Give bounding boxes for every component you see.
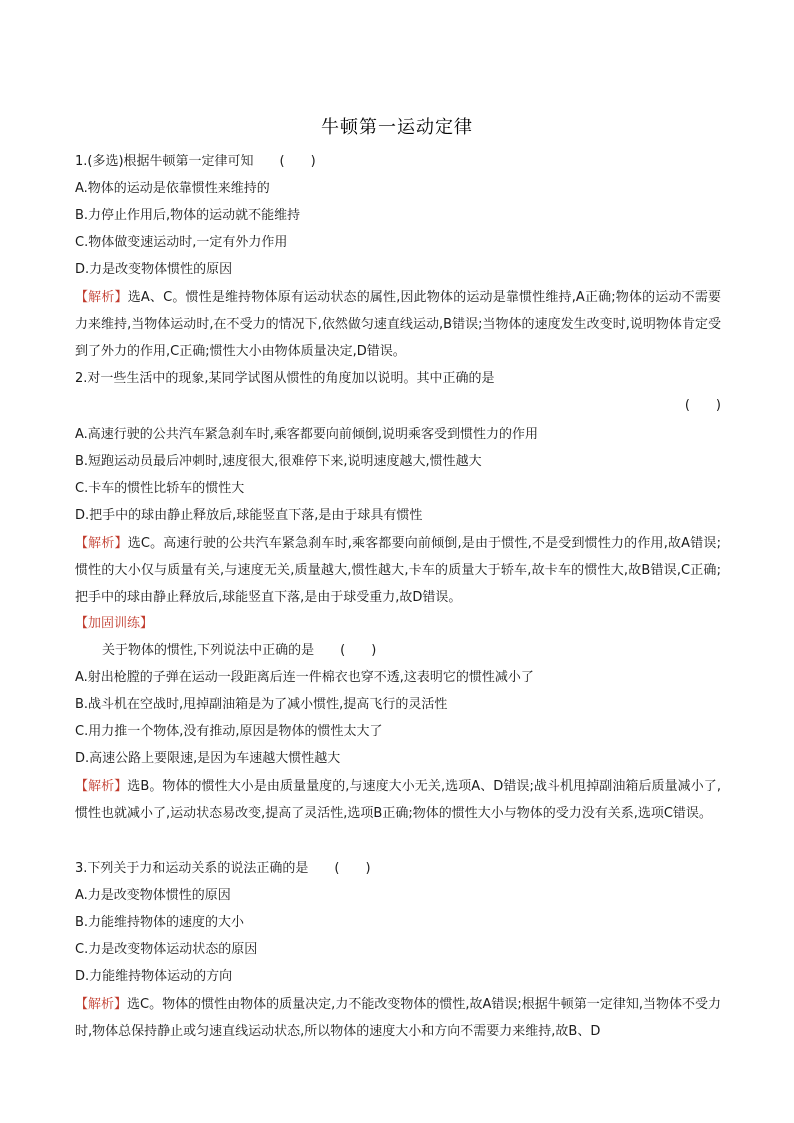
q2-stem: 2.对一些生活中的现象,某同学试图从惯性的角度加以说明。其中正确的是 <box>75 371 495 386</box>
analysis-tag: 【解析】 <box>75 779 128 794</box>
q1-analysis-text: 选A、C。惯性是维持物体原有运动状态的属性,因此物体的运动是靠惯性维持,A正确;物体的运动不需要力来维持,当物体运动时,在不受力的情况下,依然做匀速直线运动,B错误;当物体的速度发生改变时,说明物体肯定受到了外力的作用,C正确;惯性大小由物体质量决定,D错误。 <box>75 290 721 359</box>
reinforce-tag: 【加固训练】 <box>75 616 154 631</box>
q3-option-b: B.力能维持物体的速度的大小 <box>75 915 245 930</box>
q3-option-c: C.力是改变物体运动状态的原因 <box>75 942 258 957</box>
q2-option-d: D.把手中的球由静止释放后,球能竖直下落,是由于球具有惯性 <box>75 508 423 523</box>
q1-stem: 1.(多选)根据牛顿第一定律可知 ( ) <box>75 154 316 169</box>
q3-analysis-text: 选C。物体的惯性由物体的质量决定,力不能改变物体的惯性,故A错误;根据牛顿第一定律知,当物体不受力时,物体总保持静止或匀速直线运动状态,所以物体的速度大小和方向不需要力来维持,故B、D <box>75 997 721 1039</box>
q1-analysis <box>75 284 721 365</box>
reinforce-analysis-text: 选B。物体的惯性大小是由质量量度的,与速度大小无关,选项A、D错误;战斗机甩掉副油箱后质量减小了,惯性也就减小了,运动状态易改变,提高了灵活性,选项B正确;物体的惯性大小与物体的受力没有关系,选项C错误。 <box>75 779 721 821</box>
q3-option-d: D.力能维持物体运动的方向 <box>75 969 233 984</box>
analysis-tag: 【解析】 <box>75 536 128 551</box>
q2-answer-paren: ( ) <box>684 398 721 413</box>
q3-option-a: A.力是改变物体惯性的原因 <box>75 888 231 903</box>
page-title: 牛顿第一运动定律 <box>321 117 473 138</box>
reinforce-option-d: D.高速公路上要限速,是因为车速越大惯性越大 <box>75 751 341 766</box>
q1-option-a: A.物体的运动是依靠惯性来维持的 <box>75 181 270 196</box>
reinforce-option-a: A.射出枪膛的子弹在运动一段距离后连一件棉衣也穿不透,这表明它的惯性减小了 <box>75 670 534 685</box>
q3-analysis <box>75 991 721 1045</box>
q1-option-d: D.力是改变物体惯性的原因 <box>75 262 233 277</box>
q2-analysis <box>75 530 721 611</box>
q3-stem: 3.下列关于力和运动关系的说法正确的是 ( ) <box>75 861 371 876</box>
reinforce-stem: 关于物体的惯性,下列说法中正确的是 ( ) <box>102 643 377 658</box>
analysis-tag: 【解析】 <box>75 997 128 1012</box>
q1-option-c: C.物体做变速运动时,一定有外力作用 <box>75 235 288 250</box>
q2-option-a: A.高速行驶的公共汽车紧急刹车时,乘客都要向前倾倒,说明乘客受到惯性力的作用 <box>75 427 539 442</box>
q2-option-c: C.卡车的惯性比轿车的惯性大 <box>75 481 245 496</box>
analysis-tag: 【解析】 <box>75 290 128 305</box>
q2-option-b: B.短跑运动员最后冲刺时,速度很大,很难停下来,说明速度越大,惯性越大 <box>75 454 482 469</box>
reinforce-analysis <box>75 773 721 827</box>
reinforce-option-b: B.战斗机在空战时,甩掉副油箱是为了减小惯性,提高飞行的灵活性 <box>75 697 448 712</box>
reinforce-option-c: C.用力推一个物体,没有推动,原因是物体的惯性太大了 <box>75 724 383 739</box>
q2-analysis-text: 选C。高速行驶的公共汽车紧急刹车时,乘客都要向前倾倒,是由于惯性,不是受到惯性力的作用,故A错误;惯性的大小仅与质量有关,与速度无关,质量越大,惯性越大,卡车的质量大于轿车,故卡车的惯性大,故B错误,C正确;把手中的球由静止释放后,球能竖直下落,是由于球受重力,故D错误。 <box>75 536 721 605</box>
q1-option-b: B.力停止作用后,物体的运动就不能维持 <box>75 208 301 223</box>
